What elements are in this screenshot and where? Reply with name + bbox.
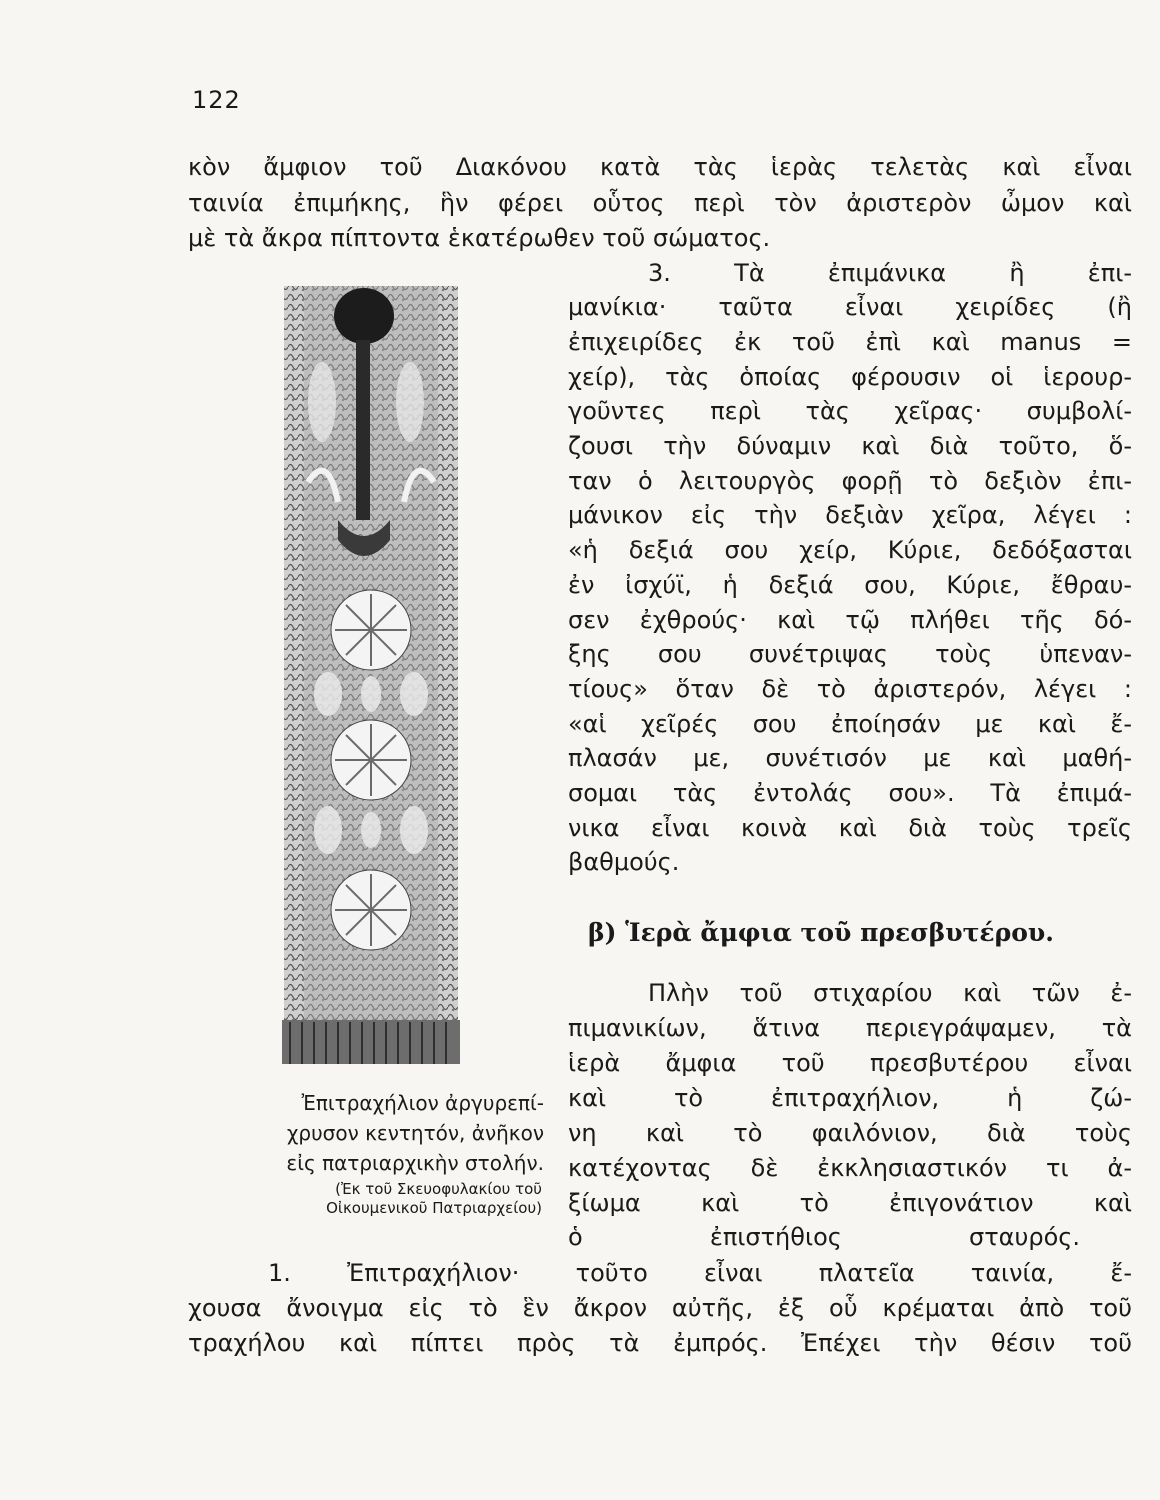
figure-source: [226, 1180, 542, 1218]
text-line: ξίωμα καὶ τὸ ἐπιγονάτιον καὶ: [568, 1189, 1132, 1217]
text-line: ταν ὁ λειτουργὸς φορῇ τὸ δεξιὸν ἐπι-: [568, 467, 1132, 495]
text-line: ὁ ἐπιστήθιος σταυρός.: [568, 1223, 1080, 1251]
text-line: καὶ τὸ ἐπιτραχήλιον, ἡ ζώ-: [568, 1084, 1132, 1112]
text-line: βαθμούς.: [568, 848, 680, 876]
text-line: κατέχοντας δὲ ἐκκλησιαστικόν τι ἀ-: [568, 1154, 1132, 1182]
text-line: σομαι τὰς ἐντολάς σου». Τὰ ἐπιμά-: [568, 779, 1132, 807]
text-line: γοῦντες περὶ τὰς χεῖρας· συμβολί-: [568, 397, 1132, 425]
caption-line: εἰς πατριαρχικὴν στολήν.: [286, 1151, 544, 1175]
caption-line: χρυσον κεντητόν, ἀνῆκον: [286, 1121, 544, 1145]
text-line: πλασάν με, συνέτισόν με καὶ μαθή-: [568, 744, 1132, 772]
page-number: 122: [192, 86, 241, 114]
figure-caption: [196, 1088, 544, 1178]
epitrachelion-illustration: [278, 282, 464, 1068]
text-line: μάνικον εἰς τὴν δεξιὰν χεῖρα, λέγει :: [568, 501, 1132, 529]
text-line: ζουσι τὴν δύναμιν καὶ διὰ τοῦτο, ὅ-: [568, 432, 1132, 460]
text-line: Πλὴν τοῦ στιχαρίου καὶ τῶν ἐ-: [648, 979, 1132, 1007]
text-line: μὲ τὰ ἄκρα πίπτοντα ἑκατέρωθεν τοῦ σώματος.: [188, 224, 771, 252]
text-line: μανίκια· ταῦτα εἶναι χειρίδες (ἢ: [568, 293, 1132, 321]
section-heading: β) Ἱερὰ ἄμφια τοῦ πρεσβυτέρου.: [588, 918, 1054, 947]
text-line: «ἡ δεξιά σου χείρ, Κύριε, δεδόξασται: [568, 536, 1132, 564]
text-line: χείρ), τὰς ὁποίας φέρουσιν οἱ ἱερουρ-: [568, 363, 1132, 391]
text-line: ἐν ἰσχύϊ, ἡ δεξιά σου, Κύριε, ἔθραυ-: [568, 571, 1132, 599]
text-line: 1. Ἐπιτραχήλιον· τοῦτο εἶναι πλατεῖα ταινία, ἔ-: [268, 1259, 1132, 1287]
text-line: χουσα ἄνοιγμα εἰς τὸ ἓν ἄκρον αὐτῆς, ἐξ οὗ κρέμαται ἀπὸ τοῦ: [188, 1294, 1132, 1322]
text-line: ξης σου συνέτριψας τοὺς ὑπεναν-: [568, 640, 1132, 668]
text-line: 3. Τὰ ἐπιμάνικα ἢ ἐπι-: [648, 259, 1132, 287]
text-line: «αἱ χεῖρές σου ἐποίησάν με καὶ ἔ-: [568, 710, 1132, 738]
source-line: (Ἐκ τοῦ Σκευοφυλακίου τοῦ: [335, 1180, 542, 1198]
text-line: ἐπιχειρίδες ἐκ τοῦ ἐπὶ καὶ manus =: [568, 328, 1132, 356]
text-line: νη καὶ τὸ φαιλόνιον, διὰ τοὺς: [568, 1119, 1132, 1147]
caption-line: Ἐπιτραχήλιον ἀργυρεπί-: [301, 1091, 544, 1115]
text-line: ταινία ἐπιμήκης, ἣν φέρει οὗτος περὶ τὸν ἀριστερὸν ὦμον καὶ: [188, 189, 1132, 217]
text-line: ἱερὰ ἄμφια τοῦ πρεσβυτέρου εἶναι: [568, 1049, 1132, 1077]
text-line: νικα εἶναι κοινὰ καὶ διὰ τοὺς τρεῖς: [568, 814, 1132, 842]
text-line: κὸν ἄμφιον τοῦ Διακόνου κατὰ τὰς ἱερὰς τελετὰς καὶ εἶναι: [188, 153, 1132, 181]
text-line: σεν ἐχθρούς· καὶ τῷ πλήθει τῆς δό-: [568, 606, 1132, 634]
source-line: Οἰκουμενικοῦ Πατριαρχείου): [326, 1199, 542, 1217]
text-line: τίους» ὅταν δὲ τὸ ἀριστερόν, λέγει :: [568, 675, 1132, 703]
text-line: τραχήλου καὶ πίπτει πρὸς τὰ ἐμπρός. Ἐπέχει τὴν θέσιν τοῦ: [188, 1329, 1132, 1357]
text-line: πιμανικίων, ἅτινα περιεγράψαμεν, τὰ: [568, 1014, 1132, 1042]
